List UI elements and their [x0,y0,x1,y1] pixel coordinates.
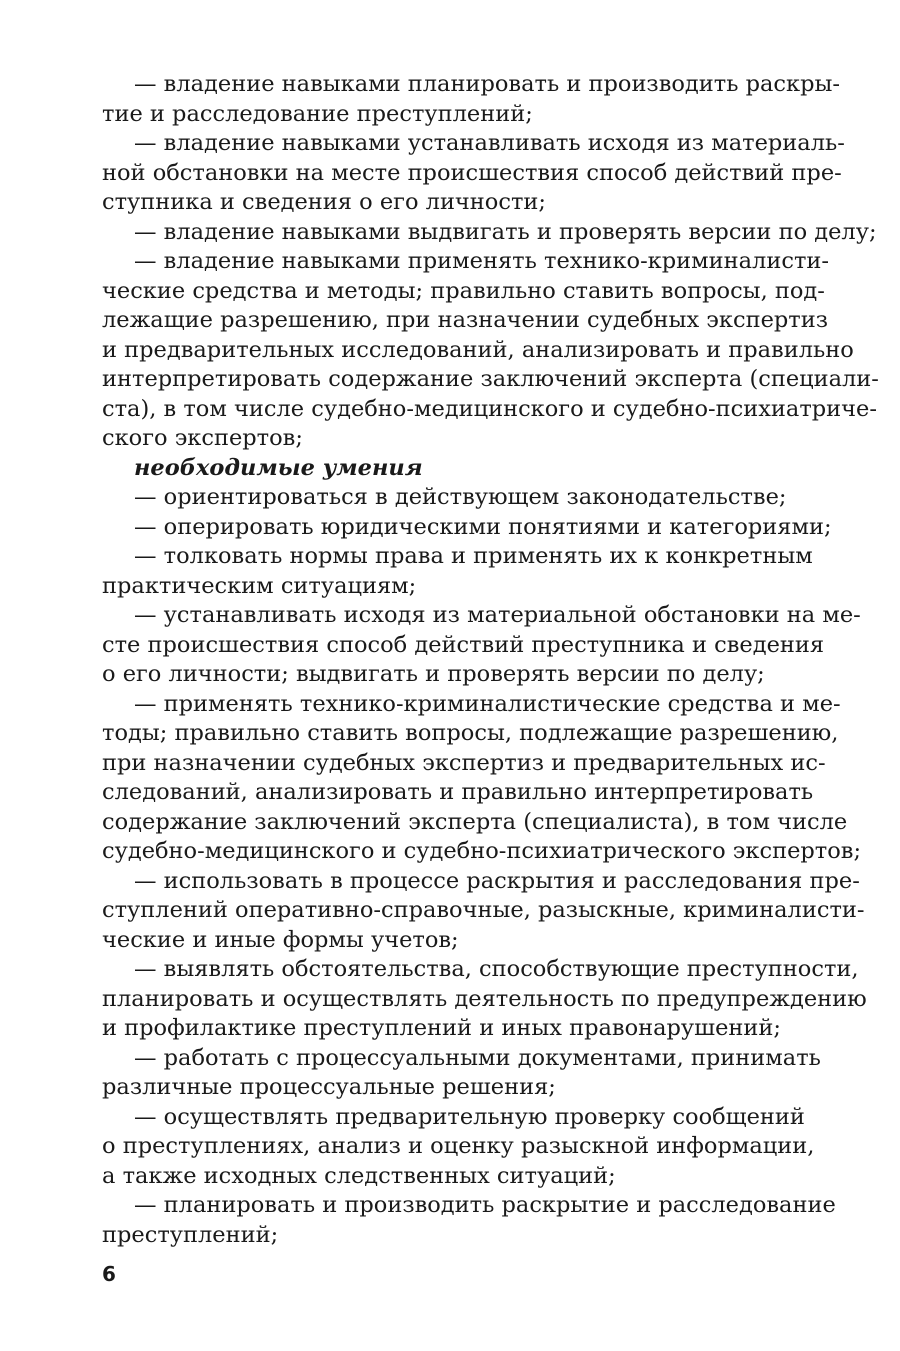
text-line: следований, анализировать и правильно интерпретировать [102,779,814,805]
text-line: — ориентироваться в действующем законодательстве; [134,484,787,510]
text-line: судебно-медицинского и судебно-психиатрического экспертов; [102,838,862,864]
text-line: содержание заключений эксперта (специалиста), в том числе [102,808,848,835]
text-line: ческие и иные формы учетов; [102,926,459,953]
text-line: практическим ситуациям; [102,572,417,599]
page-number: 6 [102,1262,116,1286]
text-line: различные процессуальные решения; [102,1074,556,1100]
text-line: лежащие разрешению, при назначении судебных экспертиз [102,307,828,333]
text-line: — владение навыками применять технико-криминалисти- [134,248,829,274]
text-line: — владение навыками планировать и производить раскры- [134,71,841,97]
text-line: тоды; правильно ставить вопросы, подлежащие разрешению, [102,720,839,746]
text-line: ского экспертов; [102,425,303,451]
text-line: — оперировать юридическими понятиями и категориями; [134,513,832,540]
section-heading: необходимые умения [134,454,423,481]
text-line: преступлений; [102,1221,279,1248]
text-line: — применять технико-криминалистические средства и ме- [134,690,841,717]
text-line: ной обстановки на месте происшествия способ действий пре- [102,159,842,186]
text-line: ступника и сведения о его личности; [102,189,546,215]
text-line: при назначении судебных экспертиз и предварительных ис- [102,749,826,776]
text-line: — владение навыками выдвигать и проверять версии по делу; [134,218,877,245]
text-line: интерпретировать содержание заключений эксперта (специали- [102,366,879,392]
text-line: — работать с процессуальными документами, принимать [134,1044,821,1071]
text-line: — устанавливать исходя из материальной обстановки на ме- [134,602,861,628]
text-line: — осуществлять предварительную проверку сообщений [134,1103,805,1130]
text-line: о его личности; выдвигать и проверять версии по делу; [102,661,765,687]
text-line: — планировать и производить раскрытие и расследование [134,1192,836,1218]
text-line: — владение навыками устанавливать исходя из материаль- [134,130,845,156]
text-line: — толковать нормы права и применять их к конкретным [134,543,813,569]
text-line: о преступлениях, анализ и оценку разыскной информации, [102,1133,815,1159]
text-line: тие и расследование преступлений; [102,100,533,127]
text-line: сте происшествия способ действий преступника и сведения [102,631,825,658]
page-body [102,70,879,1250]
text-line: а также исходных следственных ситуаций; [102,1162,616,1189]
text-line: — выявлять обстоятельства, способствующие преступности, [134,956,859,982]
text-line: и профилактике преступлений и иных правонарушений; [102,1015,781,1041]
text-line: — использовать в процессе раскрытия и расследования пре- [134,867,860,894]
text-line: ческие средства и методы; правильно ставить вопросы, под- [102,277,825,304]
text-line: планировать и осуществлять деятельность по предупреждению [102,985,867,1012]
text-line: ста), в том числе судебно-медицинского и судебно-психиатриче- [102,395,877,422]
text-line: ступлений оперативно-справочные, разыскные, криминалисти- [102,897,865,923]
text-line: и предварительных исследований, анализировать и правильно [102,336,854,363]
